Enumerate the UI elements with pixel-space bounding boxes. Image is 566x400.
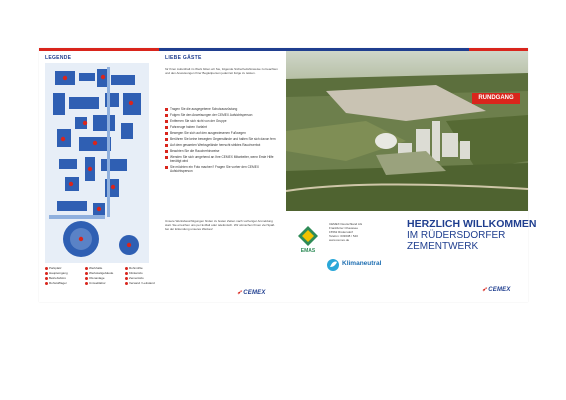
legend-item: Zementsilo bbox=[125, 276, 144, 280]
legend-item: Werkstattgebäude bbox=[85, 271, 113, 275]
legend-title: LEGENDE bbox=[45, 55, 72, 61]
guests-closing: Unsere Werksbesichtigungen finden zu festen Zeiten nach vorheriger Anmeldung statt. Sie erreichen uns per E-Mail oder telefonisch. Wir wünschen Ihnen viel Spaß bei der Erkundung unseres Werkes! bbox=[165, 219, 275, 231]
cemex-logo: ➶CEMEX bbox=[237, 290, 266, 296]
cemex-swoosh-icon: ➶ bbox=[482, 287, 488, 293]
guests-title: LIEBE GÄSTE bbox=[165, 55, 202, 61]
list-item: Berühren Sie keine bewegten Gegenstände und halten Sie sich davon fern bbox=[165, 137, 279, 141]
cover-panel bbox=[286, 51, 537, 302]
emas-certificate bbox=[292, 222, 324, 258]
legend-item: Ofenanlage bbox=[85, 276, 105, 280]
headline-line-1: HERZLICH WILLKOMMEN bbox=[407, 218, 537, 230]
guests-intro: für Ihren Aufenthalt im Werk bitten wir Sie, folgende Sicherheitshinweise zu beachten und den Anweisungen Ihrer Begleitperson jederzeit Folge zu leisten. bbox=[165, 67, 278, 75]
klimaneutral-badge: Klimaneutral bbox=[326, 254, 396, 276]
list-item: Entfernen Sie sich nicht von der Gruppe bbox=[165, 119, 279, 123]
emas-label: EMAS bbox=[300, 248, 316, 254]
cemex-swoosh-icon: ➶ bbox=[237, 290, 243, 296]
legend-item: Versand / Leitstand bbox=[125, 281, 155, 285]
cemex-logo: ➶CEMEX bbox=[482, 287, 511, 293]
legend-item: Klinkersilo bbox=[125, 271, 143, 275]
legend-item: Rohstofflager bbox=[45, 281, 67, 285]
guests-panel bbox=[161, 51, 285, 302]
company-address: CEMEX Deutschland AG Frankfurter Chaussee 15562 Rüdersdorf Telefon: 033638 / 540 www.cemex.de bbox=[329, 222, 363, 242]
legend-item: Werkhalle bbox=[85, 266, 102, 270]
headline-line-3: ZEMENTWERK bbox=[407, 241, 479, 252]
list-item: Fahrzeuge haben Vorfahrt bbox=[165, 125, 279, 129]
list-item: Wenden Sie sich umgehend an Ihre CEMEX Mitarbeiter, wenn Erste Hilfe benötigt wird bbox=[165, 155, 279, 163]
list-item: Beachten Sie die Raucherhinweise bbox=[165, 149, 279, 153]
legend-panel bbox=[39, 51, 159, 302]
list-item: Bewegen Sie sich auf den ausgewiesenen Fußwegen bbox=[165, 131, 279, 135]
aerial-photo bbox=[286, 51, 528, 211]
leaf-icon bbox=[326, 258, 340, 272]
tour-badge: RUNDGANG bbox=[472, 93, 520, 104]
legend-item: Parkplatz bbox=[45, 266, 62, 270]
legend-item: Rohmühle bbox=[125, 266, 143, 270]
rules-list bbox=[165, 107, 279, 175]
site-map bbox=[45, 63, 149, 263]
list-item: Folgen Sie den Anweisungen der CEMEX Aufsichtsperson bbox=[165, 113, 279, 117]
brochure-sheet bbox=[39, 48, 537, 302]
legend-item: Haupteingang bbox=[45, 271, 68, 275]
legend-item: Umweltlabor bbox=[85, 281, 106, 285]
list-item: Sie möchten ein Foto machen? Fragen Sie vorher den CEMEX Aufsichtsperson bbox=[165, 165, 279, 173]
welcome-headline bbox=[407, 218, 537, 252]
list-item: Auf dem gesamten Werksgelände herrscht striktes Rauchverbot bbox=[165, 143, 279, 147]
list-item: Tragen Sie die ausgegebene Schutzausrüstung bbox=[165, 107, 279, 111]
legend-item: Betriebsbüro bbox=[45, 276, 66, 280]
headline-line-2: IM RÜDERSDORFER bbox=[407, 230, 506, 241]
